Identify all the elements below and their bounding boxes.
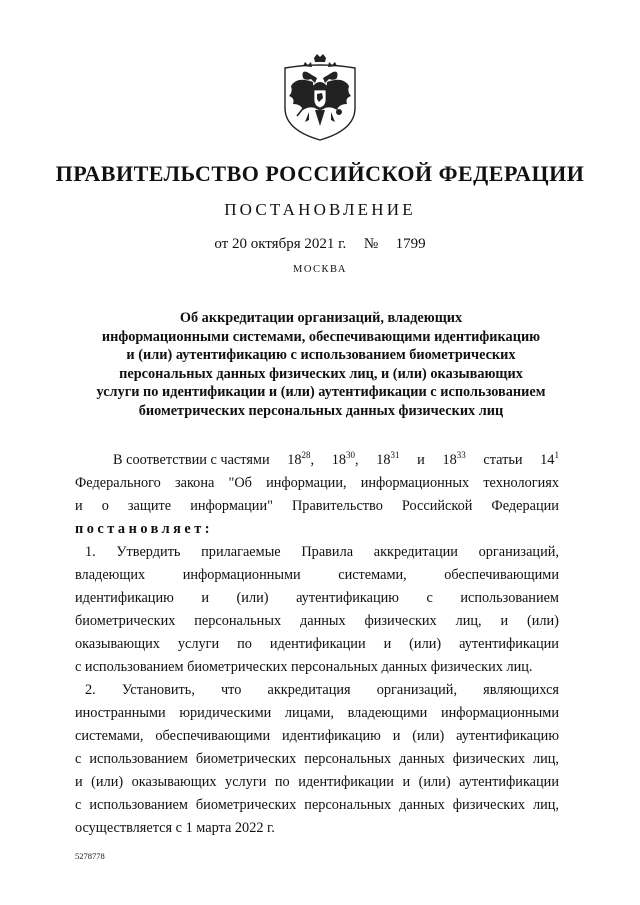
word: данных (299, 613, 346, 629)
clause-2-line (75, 794, 559, 817)
clause-2-line (75, 748, 559, 771)
resolves-word: постановляет: (75, 521, 214, 537)
word: иностранными (75, 705, 166, 721)
word: аккредитация (267, 682, 351, 698)
preamble-line (75, 472, 559, 495)
preamble-intro: В соответствии с частями (113, 452, 270, 468)
word: информации" (190, 498, 273, 514)
double-headed-eagle-icon (275, 50, 365, 142)
part-ref: $18^{33}$ (442, 450, 466, 468)
word: владеющими (347, 705, 428, 721)
word: аутентификации (459, 774, 559, 790)
word: Федерации (491, 498, 559, 514)
word: использованием (89, 751, 188, 767)
preamble-line (75, 495, 559, 518)
title-line: информационными системами, обеспечивающими идентификацию (101, 328, 541, 345)
word: (или) (526, 613, 559, 629)
word: (или) (409, 636, 442, 652)
word: физических (452, 751, 525, 767)
part-ref: $18^{31}$ (376, 450, 400, 468)
article-ref: $14^1$ (540, 450, 559, 468)
word: по (274, 774, 290, 790)
date-number-line (0, 236, 640, 253)
word: с (75, 797, 82, 813)
part-ref: $18^{28}$, (287, 450, 315, 468)
word: идентификации (298, 774, 394, 790)
word: персональных (304, 797, 392, 813)
document-type: ПОСТАНОВЛЕНИЕ (224, 200, 416, 219)
word: оказывающих (75, 636, 160, 652)
word: идентификации (269, 636, 366, 652)
word: биометрических (195, 751, 297, 767)
word: данных (399, 797, 445, 813)
word: аутентификацию (296, 590, 399, 606)
clause-1-line: с использованием биометрических персональных данных физических лиц. (75, 659, 533, 675)
word: 2. (85, 682, 96, 698)
clause-2-line (75, 725, 559, 748)
title-line: услуги по идентификации и (или) аутентификации с использованием (96, 384, 546, 401)
preamble-line (113, 449, 559, 472)
word: прилагаемые (201, 544, 281, 560)
word: (или) (236, 590, 269, 606)
word: юридическими (179, 705, 272, 721)
word: что (220, 682, 242, 698)
word: и (75, 498, 83, 514)
word: использованием (460, 590, 559, 606)
article-word: статьи (483, 452, 523, 468)
clause-1-line (75, 633, 559, 656)
word: идентификацию (282, 728, 381, 744)
word: системами, (338, 567, 407, 583)
word: (или) (412, 728, 445, 744)
word: Установить, (121, 682, 195, 698)
word: идентификацию (75, 590, 174, 606)
word: технологиях (483, 475, 559, 491)
title-line: персональных данных физических лиц, и (или) оказывающих (119, 365, 523, 382)
word: (или) (418, 774, 451, 790)
document-id: 5278778 (75, 851, 105, 861)
title-line: Об аккредитации организаций, владеющих (179, 310, 463, 326)
coat-of-arms-emblem (275, 50, 365, 142)
word: Правительство (291, 498, 383, 514)
word: и (392, 728, 401, 744)
word: "Об (228, 475, 252, 491)
word: лиц, (532, 751, 559, 767)
word: услуги (225, 774, 267, 790)
word: персональных (304, 751, 392, 767)
word: Утвердить (116, 544, 181, 560)
word: организаций, (376, 682, 458, 698)
word: аутентификации (459, 636, 559, 652)
clause-1-line (85, 541, 559, 564)
word: о (101, 498, 109, 514)
word: и (402, 774, 411, 790)
word: и (201, 590, 209, 606)
word: информационных (360, 475, 470, 491)
word: Российской (401, 498, 473, 514)
document-body (75, 449, 559, 840)
word: физических (452, 797, 525, 813)
clause-1-line (75, 587, 559, 610)
clause-2-line (85, 679, 559, 702)
city: МОСКВА (293, 264, 347, 275)
word: Правила (301, 544, 354, 560)
word: информационными (440, 705, 559, 721)
conjunction: и (417, 452, 425, 468)
word: (или) (91, 774, 124, 790)
word: и (383, 636, 392, 652)
word: оказывающих (131, 774, 217, 790)
word: и (75, 774, 83, 790)
clause-2-line (75, 771, 559, 794)
document-title (66, 309, 576, 421)
word: по (237, 636, 252, 652)
clause-2-line (75, 702, 559, 725)
word: использованием (89, 797, 188, 813)
word: лиц, (455, 613, 482, 629)
word: аутентификацию (456, 728, 559, 744)
word: персональных (194, 613, 282, 629)
resolves-line (75, 518, 559, 541)
word: и (500, 613, 509, 629)
word: физических (364, 613, 437, 629)
word: системами, (75, 728, 144, 744)
word: биометрических (195, 797, 297, 813)
part-ref: $18^{30}$, (331, 450, 359, 468)
word: владеющих (75, 567, 146, 583)
word: лицами, (284, 705, 334, 721)
word: лиц, (532, 797, 559, 813)
clause-1-line (75, 610, 559, 633)
word: организаций, (478, 544, 559, 560)
word: обеспечивающими (155, 728, 271, 744)
word: являющихся (483, 682, 559, 698)
word: услуги (177, 636, 220, 652)
title-line: биометрических персональных данных физических лиц (138, 402, 504, 419)
word: информации, (266, 475, 347, 491)
word: аккредитации (373, 544, 458, 560)
word: обеспечивающими (444, 567, 559, 583)
clause-1-line (75, 564, 559, 587)
number-sign: № (363, 236, 379, 252)
word: 1. (85, 544, 96, 560)
word: Федерального (75, 475, 161, 491)
word: защите (127, 498, 172, 514)
word: с (426, 590, 433, 606)
word: информационными (182, 567, 301, 583)
organization-title: ПРАВИТЕЛЬСТВО РОССИЙСКОЙ ФЕДЕРАЦИИ (55, 161, 585, 186)
word: с (75, 751, 82, 767)
word: закона (174, 475, 215, 491)
document-date: от 20 октября 2021 г. (214, 236, 347, 252)
clause-2-line: осуществляется с 1 марта 2022 г. (75, 820, 275, 836)
word: данных (399, 751, 445, 767)
title-line: и (или) аутентификацию с использованием биометрических (126, 347, 516, 364)
document-number: 1799 (395, 236, 426, 252)
word: биометрических (75, 613, 176, 629)
